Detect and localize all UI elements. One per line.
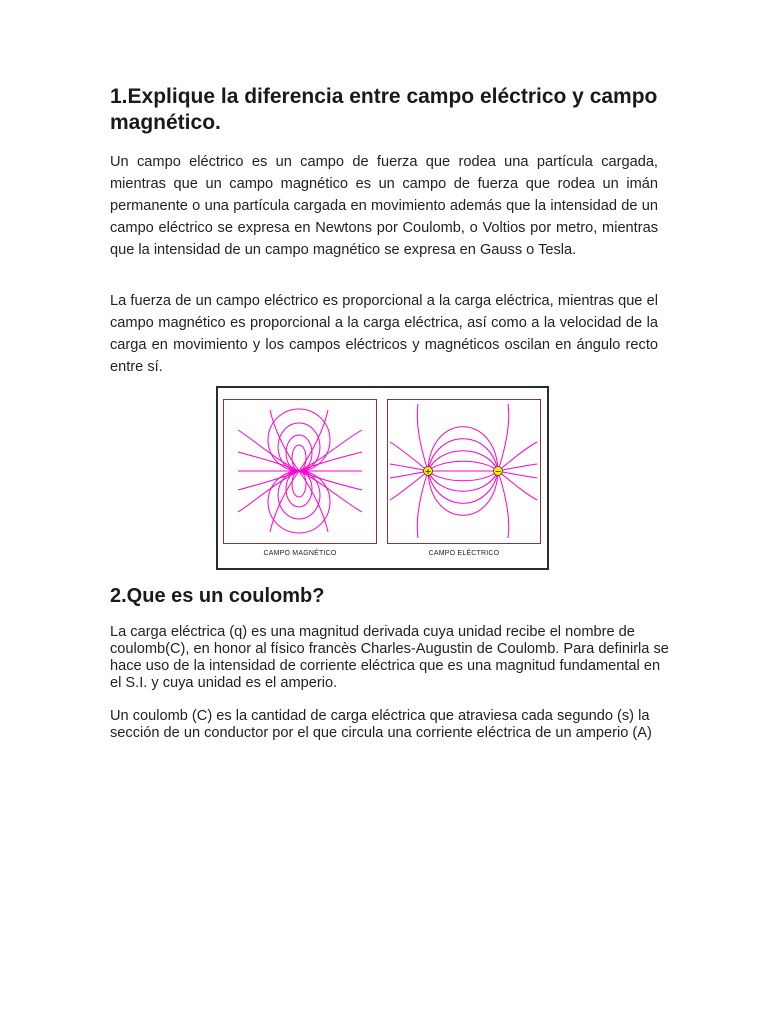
magnetic-field-diagram	[224, 400, 375, 542]
caption-electric-field: CAMPO ELÉCTRICO	[428, 550, 500, 557]
electric-field-panel	[387, 399, 541, 544]
heading-question-1: 1.Explique la diferencia entre campo eléctrico y campo magnético.	[110, 85, 658, 134]
heading-question-2: 2.Que es un coulomb?	[110, 585, 325, 607]
caption-magnetic-field: CAMPO MAGNÉTICO	[263, 550, 337, 557]
paragraph-electric-vs-magnetic: Un campo eléctrico es un campo de fuerza que rodea una partícula cargada, mientras que un campo magnético es un campo de fuerza que rodea un imán permanente o una partícula cargada en movimiento además que la intensidad de un campo eléctrico se expresa en Newtons por Coulomb, o Voltios por metro, mientras que la intensidad de un campo magnético se expresa en Gauss o Tesla.	[110, 154, 658, 258]
field-lines-figure	[216, 386, 549, 570]
positive-charge-symbol: +	[424, 467, 432, 476]
negative-charge-icon	[494, 467, 503, 477]
positive-charge-icon	[424, 467, 433, 477]
magnetic-field-panel	[223, 399, 377, 544]
paragraph-force-comparison: La fuerza de un campo eléctrico es proporcional a la carga eléctrica, mientras que el campo magnético es proporcional a la carga eléctrica, así como a la velocidad de la carga en movimiento y los campos eléctricos y magnéticos oscilan en ángulo recto entre sí.	[110, 293, 658, 375]
electric-field-diagram	[388, 400, 539, 542]
paragraph-coulomb-definition: Un coulomb (C) es la cantidad de carga eléctrica que atraviesa cada segundo (s) la sección de un conductor por el que circula una corriente eléctrica de un amperio (A)	[110, 708, 652, 741]
negative-charge-symbol: −	[494, 467, 502, 476]
paragraph-electric-charge: La carga eléctrica (q) es una magnitud derivada cuya unidad recibe el nombre de coulomb(C), en honor al físico francès Charles-Augustin de Coulomb. Para definirla se hace uso de la intensidad de corriente eléctrica que es una magnitud fundamental en el S.I. y cuya unidad es el amperio.	[110, 624, 669, 691]
